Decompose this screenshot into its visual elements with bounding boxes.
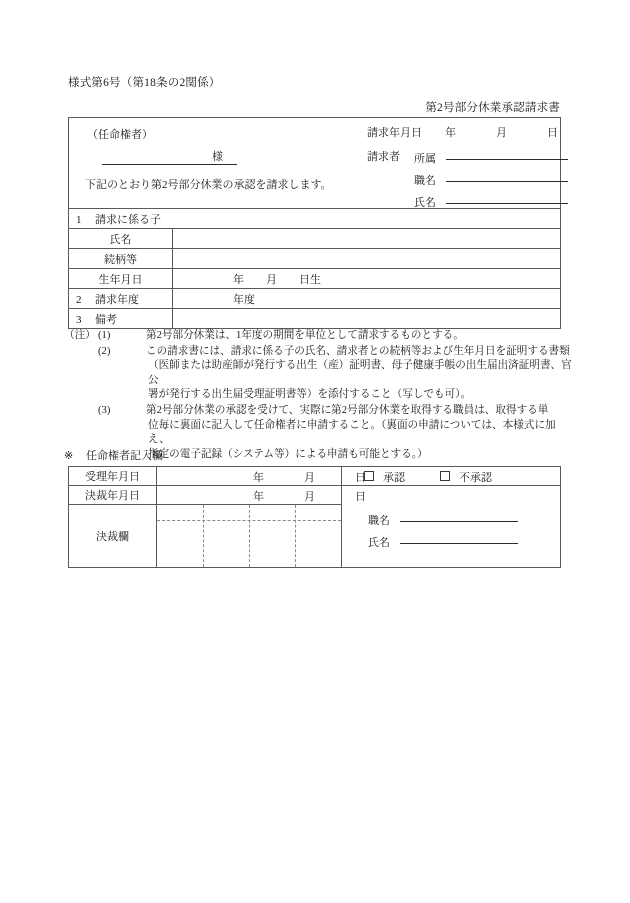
- note-2-line-1: この請求書には、請求に係る子の氏名、請求者との続柄等および生年月日を証明する書類: [146, 345, 570, 357]
- section1-number: 1: [76, 213, 82, 226]
- decision-date-day-unit: 日: [355, 491, 366, 503]
- table-row-section1: [69, 209, 561, 229]
- requester-jobtitle-input[interactable]: [446, 170, 568, 182]
- section3-input[interactable]: [173, 309, 561, 329]
- receipt-date-year-unit: 年: [253, 472, 264, 484]
- requester-jobtitle-field: [414, 170, 568, 188]
- decision-date-month-unit: 月: [304, 491, 315, 503]
- reject-label: 不承認: [459, 472, 492, 484]
- request-date-day-unit[interactable]: 日: [547, 127, 558, 139]
- note-item-1: [64, 329, 574, 344]
- approver-section-heading: [64, 447, 163, 463]
- child-relation-label: 続柄等: [69, 249, 173, 269]
- request-date-year-unit[interactable]: 年: [445, 127, 456, 139]
- child-name-input[interactable]: [173, 229, 561, 249]
- note-2-line-2: （医師または助産師が発行する出生（産）証明書、母子健康手帳の出生届出済証明書、官公: [148, 360, 572, 386]
- section2-label-cell: [69, 289, 173, 309]
- note-2-body: [134, 345, 574, 403]
- kessai-divider-3: [295, 505, 296, 567]
- approver-jobtitle-field: [368, 510, 518, 528]
- appointer-label: （任命権者）: [87, 129, 153, 141]
- note-3-line-1: 第2号部分休業の承認を受けて、実際に第2号部分休業を取得する職員は、取得する単: [146, 404, 549, 416]
- section3-label-cell: [69, 309, 173, 329]
- requester-jobtitle-label: 職名: [414, 175, 436, 187]
- table-row-child-birthdate: [69, 269, 561, 289]
- section1-header-cell: [69, 209, 561, 229]
- table-row-child-name: [69, 229, 561, 249]
- table-row-receipt-date: [69, 467, 561, 486]
- notes-marker: （注）: [64, 330, 96, 341]
- request-date-label: 請求年月日: [367, 127, 422, 139]
- approve-label: 承認: [383, 472, 405, 484]
- approver-signature-cell: [342, 486, 561, 568]
- approve-checkbox-option[interactable]: [364, 469, 405, 485]
- checkbox-icon-approve[interactable]: [364, 471, 374, 481]
- approver-name-field: [368, 532, 518, 550]
- note-1-body: [134, 329, 574, 344]
- requester-affiliation-field: [414, 148, 568, 166]
- requester-name-label: 氏名: [414, 197, 436, 209]
- note-1-number: (1): [98, 330, 111, 341]
- section3-label: 備考: [95, 313, 117, 326]
- receipt-date-month-unit: 月: [304, 472, 315, 484]
- kessai-label: 決裁欄: [69, 505, 157, 568]
- decision-date-input[interactable]: [157, 486, 366, 505]
- section2-input[interactable]: 年度: [173, 289, 561, 309]
- note-3-line-2: 位毎に裏面に記入して任命権者に申請すること。（裏面の申請については、本様式に加え、: [148, 419, 556, 446]
- requester-label: 請求者: [367, 151, 400, 163]
- note-item-2: [64, 345, 574, 403]
- section3-number: 3: [76, 313, 82, 326]
- checkbox-icon-reject[interactable]: [440, 471, 450, 481]
- child-name-label: 氏名: [69, 229, 173, 249]
- note-2-number: (2): [98, 345, 111, 357]
- kessai-title-divider: [157, 520, 341, 521]
- note-3-number: (3): [98, 404, 111, 416]
- document-title: 第2号部分休業承認請求書: [425, 102, 560, 114]
- section2-number: 2: [76, 293, 82, 306]
- section1-label: 請求に係る子: [95, 213, 161, 226]
- approver-table: [68, 466, 561, 568]
- approver-name-label: 氏名: [368, 537, 390, 549]
- approver-name-input[interactable]: [400, 532, 518, 544]
- notes-block: [64, 329, 574, 462]
- receipt-date-day-unit: 日: [355, 472, 366, 484]
- decision-checkbox-cell: [342, 467, 561, 486]
- note-3-body: [134, 404, 574, 462]
- decision-date-label: 決裁年月日: [69, 486, 157, 505]
- requester-affiliation-input[interactable]: [446, 148, 568, 160]
- form-number: 様式第6号（第18条の2関係）: [68, 77, 221, 89]
- request-header-cell: [69, 118, 561, 209]
- table-row-child-relation: [69, 249, 561, 269]
- sama-suffix: 様: [212, 151, 223, 163]
- decision-date-year-unit: 年: [253, 491, 264, 503]
- table-row-decision-date: [69, 486, 561, 505]
- note-1-line-1: 第2号部分休業は、1年度の期間を単位として請求するものとする。: [146, 330, 464, 341]
- note-3-line-3: 指定の電子記録（システム等）による申請も可能とする。）: [148, 448, 428, 460]
- requester-name-field: [414, 192, 568, 210]
- table-row-section2: [69, 289, 561, 309]
- request-date-month-unit[interactable]: 月: [496, 127, 507, 139]
- reference-mark-icon: ※: [64, 450, 74, 462]
- approver-jobtitle-label: 職名: [368, 515, 390, 527]
- table-row-section3: [69, 309, 561, 329]
- note-2-line-3: 署が発行する出生届受理証明書等）を添付すること（写しでも可）。: [148, 389, 472, 401]
- child-birthdate-label: 生年月日: [69, 269, 173, 289]
- request-main-table: [68, 117, 561, 329]
- kessai-divider-2: [249, 505, 250, 567]
- child-birthdate-input[interactable]: 年 月 日生: [173, 269, 561, 289]
- request-sentence: 下記のとおり第2号部分休業の承認を請求します。: [85, 179, 332, 191]
- kessai-divider-1: [203, 505, 204, 567]
- receipt-date-label: 受理年月日: [69, 467, 157, 486]
- requester-affiliation-label: 所属: [414, 153, 436, 165]
- approver-jobtitle-input[interactable]: [400, 510, 518, 522]
- approver-section-title: 任命権者記入欄: [86, 450, 163, 462]
- kessai-stamp-grid[interactable]: [157, 505, 342, 568]
- table-row-header-block: [69, 118, 561, 209]
- reject-checkbox-option[interactable]: [440, 469, 492, 485]
- requester-name-input[interactable]: [446, 192, 568, 204]
- child-relation-input[interactable]: [173, 249, 561, 269]
- receipt-date-input[interactable]: [157, 467, 366, 486]
- section2-label: 請求年度: [95, 293, 139, 306]
